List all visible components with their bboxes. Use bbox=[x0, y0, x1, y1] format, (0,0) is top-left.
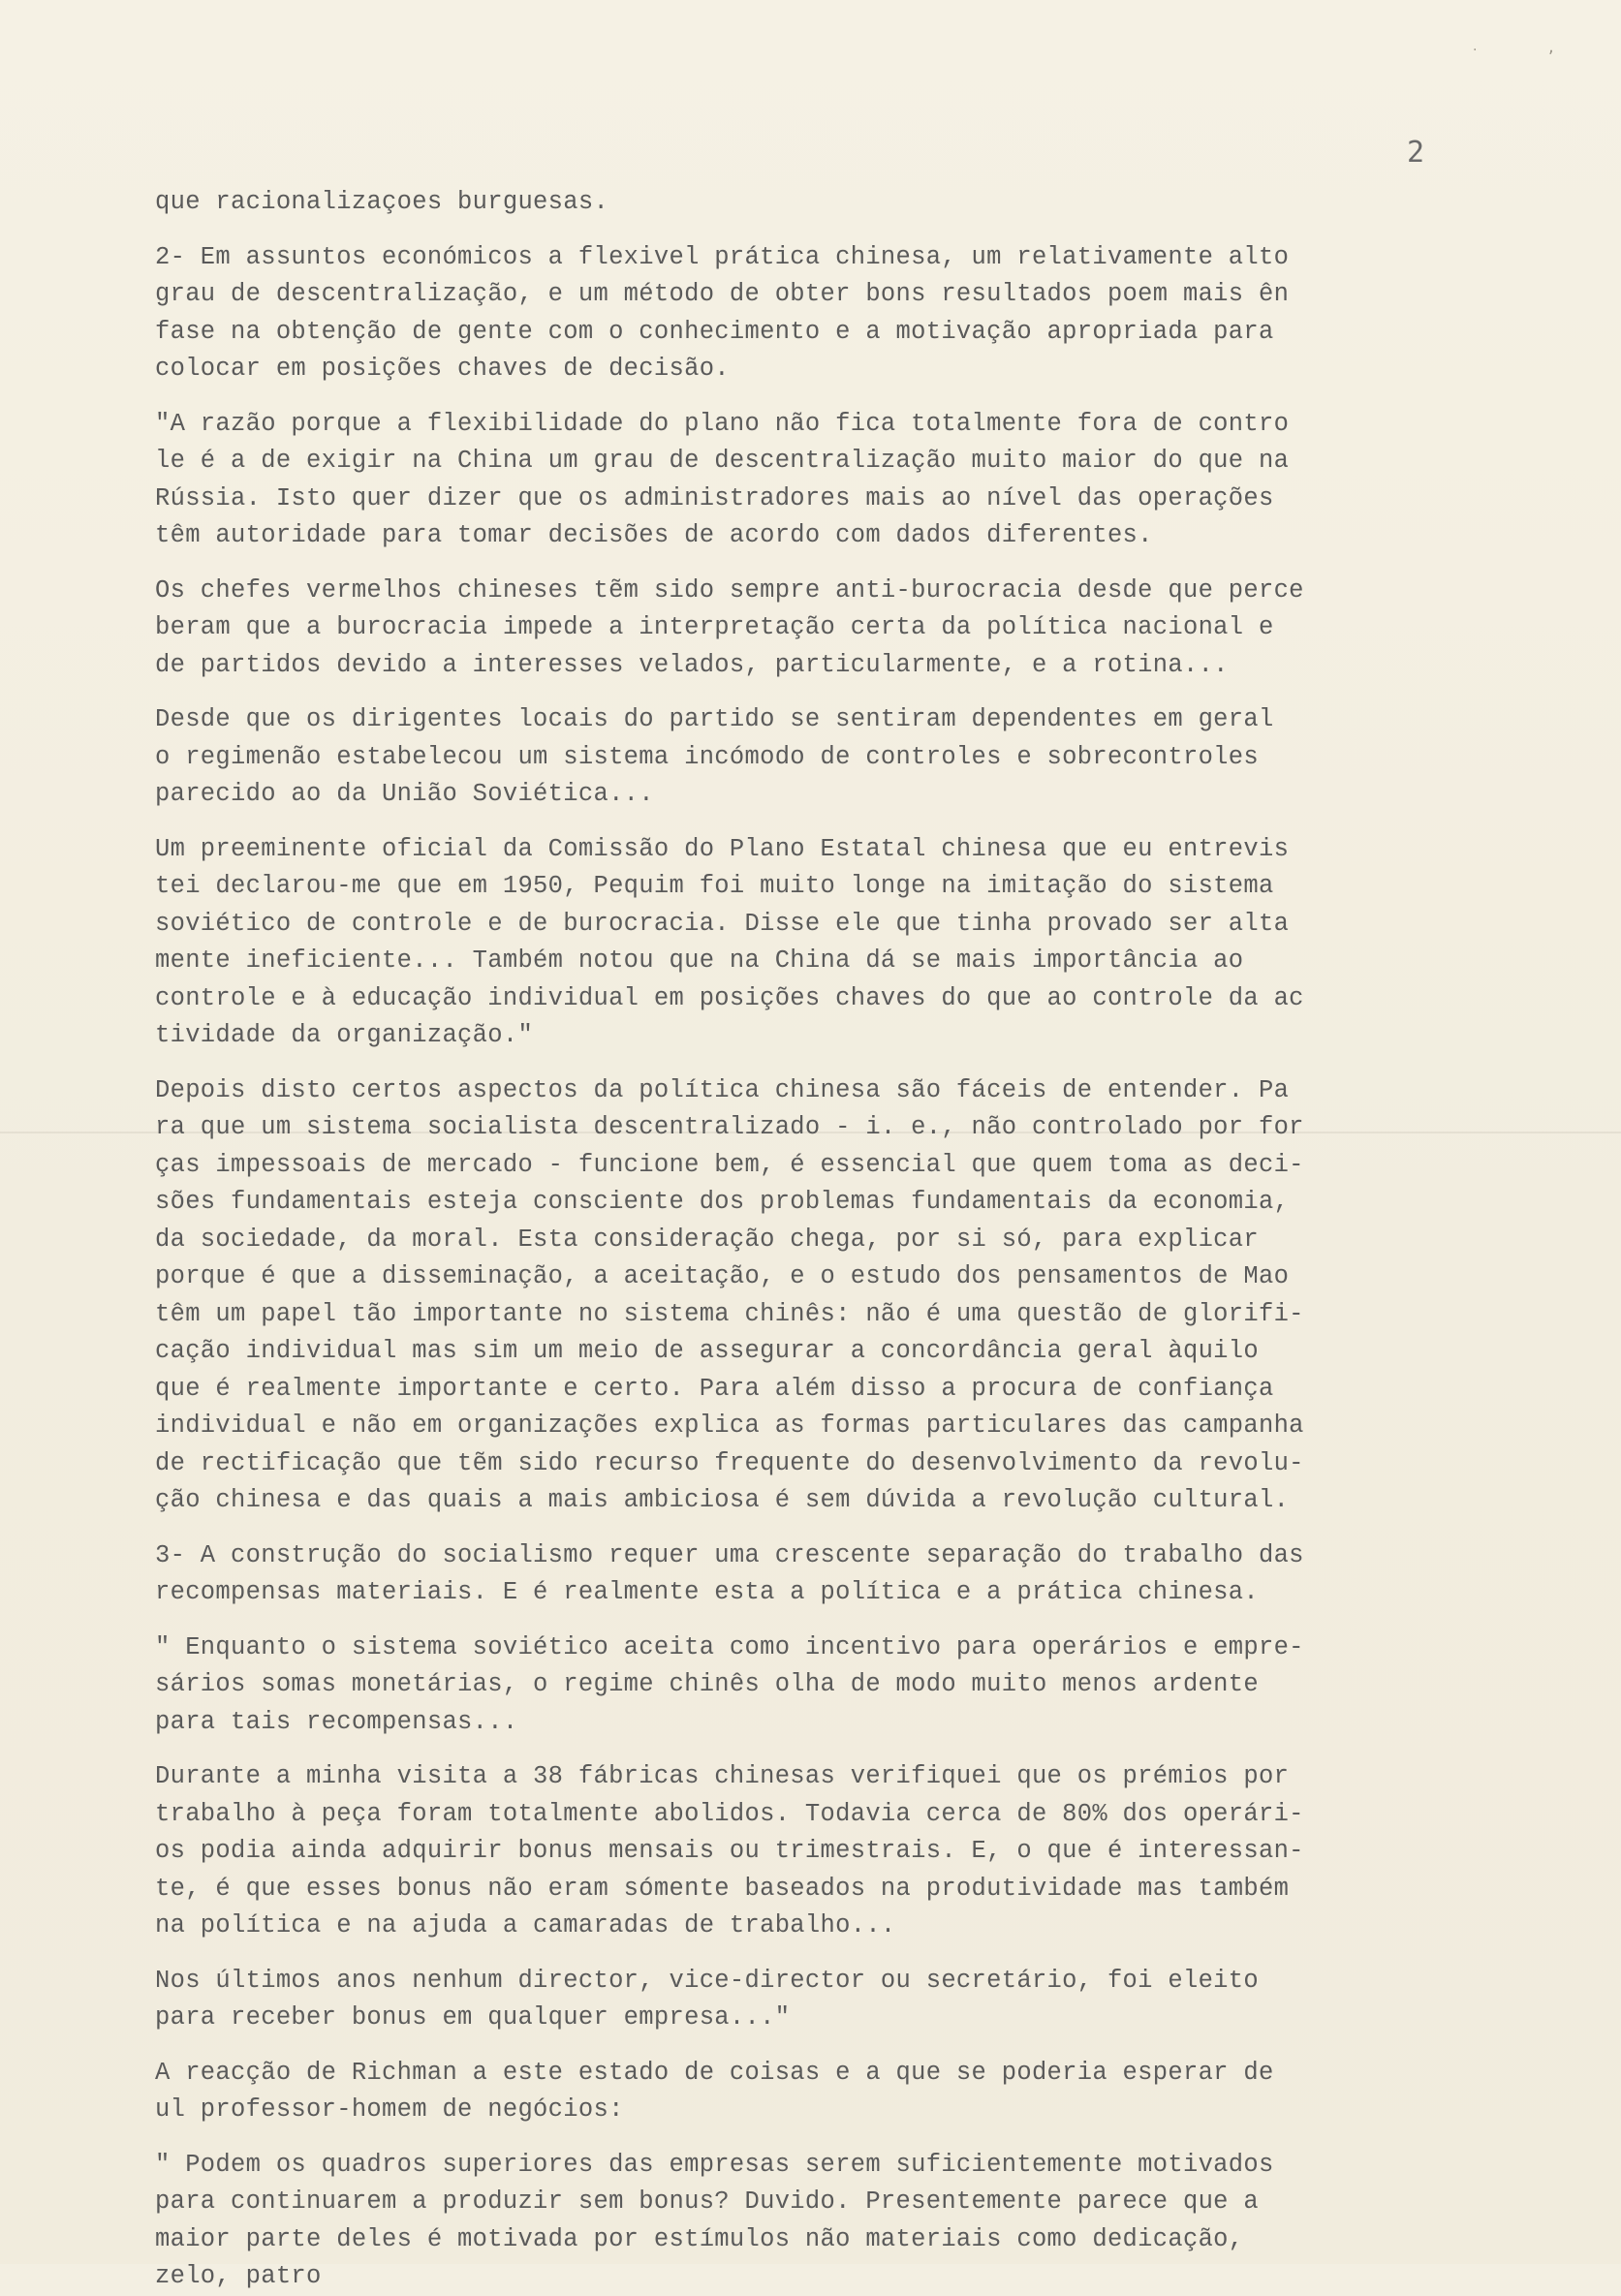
text-line: para tais recompensas... bbox=[155, 1707, 518, 1736]
paper-speck: · bbox=[1473, 43, 1478, 58]
text-line: trabalho à peça foram totalmente abolidos. Todavia cerca de 80% dos operári- bbox=[155, 1799, 1304, 1828]
typed-body-text bbox=[155, 184, 1453, 2296]
paragraph-gap bbox=[155, 684, 1453, 701]
text-line: para continuarem a produzir sem bonus? Duvido. Presentemente parece que a bbox=[155, 2187, 1259, 2216]
text-line: A reacção de Richman a este estado de coisas e a que se poderia esperar de bbox=[155, 2058, 1274, 2087]
paragraph bbox=[155, 831, 1453, 1055]
text-line: colocar em posições chaves de decisão. bbox=[155, 355, 730, 383]
text-line: para receber bonus em qualquer empresa..." bbox=[155, 2003, 791, 2032]
text-line: têm autoridade para tomar decisões de acordo com dados diferentes. bbox=[155, 521, 1153, 549]
text-line: zelo, patro bbox=[155, 2262, 322, 2290]
paragraph bbox=[155, 1072, 1453, 1520]
paragraph bbox=[155, 573, 1453, 685]
text-line: mente ineficiente... Também notou que na China dá se mais importância ao bbox=[155, 946, 1244, 975]
paragraph-gap bbox=[155, 1741, 1453, 1758]
paragraph bbox=[155, 184, 1453, 222]
text-line: Um preeminente oficial da Comissão do Plano Estatal chinesa que eu entrevis bbox=[155, 834, 1290, 863]
paragraph bbox=[155, 701, 1453, 814]
text-line: que racionalizaçoes burguesas. bbox=[155, 188, 609, 216]
text-line: porque é que a disseminação, a aceitação, e o estudo dos pensamentos de Mao bbox=[155, 1262, 1290, 1290]
text-line: individual e não em organizações explica as formas particulares das campanha bbox=[155, 1412, 1304, 1440]
text-line: 2- Em assuntos económicos a flexivel prática chinesa, um relativamente alto bbox=[155, 242, 1290, 271]
paragraph bbox=[155, 1963, 1453, 2037]
paragraph bbox=[155, 2147, 1453, 2296]
text-line: ul professor-homem de negócios: bbox=[155, 2095, 624, 2124]
text-line: que é realmente importante e certo. Para além disso a procura de confiança bbox=[155, 1374, 1274, 1403]
text-line: soviético de controle e de burocracia. Disse ele que tinha provado ser alta bbox=[155, 909, 1290, 938]
paragraph-gap bbox=[155, 814, 1453, 831]
paragraph-gap bbox=[155, 388, 1453, 406]
text-line: Rússia. Isto quer dizer que os administradores mais ao nível das operações bbox=[155, 483, 1274, 512]
text-line: sários somas monetárias, o regime chinês olha de modo muito menos ardente bbox=[155, 1670, 1259, 1698]
paragraph-gap bbox=[155, 1055, 1453, 1072]
text-line: na política e na ajuda a camaradas de trabalho... bbox=[155, 1911, 896, 1939]
paragraph bbox=[155, 1629, 1453, 1742]
text-line: te, é que esses bonus não eram sómente baseados na produtividade mas também bbox=[155, 1874, 1290, 1903]
paragraph bbox=[155, 406, 1453, 555]
text-line: tividade da organização." bbox=[155, 1021, 534, 1049]
text-line: Os chefes vermelhos chineses tẽm sido sempre anti-burocracia desde que perce bbox=[155, 575, 1304, 605]
text-line: fase na obtenção de gente com o conhecimento e a motivação apropriada para bbox=[155, 317, 1274, 346]
paragraph-gap bbox=[155, 1612, 1453, 1629]
text-line: de partidos devido a interesses velados, particularmente, e a rotina... bbox=[155, 650, 1229, 679]
text-line: os podia ainda adquirir bonus mensais ou trimestrais. E, o que é interessan- bbox=[155, 1837, 1304, 1865]
text-line: ção chinesa e das quais a mais ambiciosa é sem dúvida a revolução cultural. bbox=[155, 1486, 1290, 1514]
text-line: ças impessoais de mercado - funcione bem, é essencial que quem toma as deci- bbox=[155, 1150, 1304, 1179]
paragraph-gap bbox=[155, 222, 1453, 239]
text-line: beram que a burocracia impede a interpretação certa da política nacional e bbox=[155, 613, 1274, 641]
text-line: "A razão porque a flexibilidade do plano não fica totalmente fora de contro bbox=[155, 409, 1290, 438]
text-line: recompensas materiais. E é realmente esta a política e a prática chinesa. bbox=[155, 1578, 1259, 1606]
text-line: o regimenão estabelecou um sistema incómodo de controles e sobrecontroles bbox=[155, 742, 1259, 771]
text-line: cação individual mas sim um meio de assegurar a concordância geral àquilo bbox=[155, 1337, 1259, 1365]
text-line: le é a de exigir na China um grau de descentralização muito maior do que na bbox=[155, 447, 1290, 475]
text-line: Depois disto certos aspectos da política chinesa são fáceis de entender. Pa bbox=[155, 1075, 1290, 1104]
paragraph-gap bbox=[155, 1945, 1453, 1963]
paragraph-gap bbox=[155, 555, 1453, 573]
text-line: grau de descentralização, e um método de obter bons resultados poem mais ên bbox=[155, 280, 1290, 308]
text-line: controle e à educação individual em posições chaves do que ao controle da ac bbox=[155, 983, 1304, 1012]
paper-speck: , bbox=[1548, 37, 1554, 57]
paragraph bbox=[155, 1758, 1453, 1945]
page-number: 2 bbox=[1407, 136, 1425, 170]
paragraph-gap bbox=[155, 1520, 1453, 1537]
text-line: tei declarou-me que em 1950, Pequim foi muito longe na imitação do sistema bbox=[155, 872, 1274, 900]
text-line: de rectificação que tẽm sido recurso frequente do desenvolvimento da revolu- bbox=[155, 1448, 1304, 1477]
text-line: 3- A construção do socialismo requer uma crescente separação do trabalho das bbox=[155, 1540, 1304, 1569]
paragraph-gap bbox=[155, 2129, 1453, 2147]
paragraph bbox=[155, 239, 1453, 388]
text-line: maior parte deles é motivada por estímulos não materiais como dedicação, bbox=[155, 2224, 1244, 2253]
paragraph-gap bbox=[155, 2037, 1453, 2055]
text-line: sões fundamentais esteja consciente dos problemas fundamentais da economia, bbox=[155, 1188, 1290, 1216]
text-line: ra que um sistema socialista descentralizado - i. e., não controlado por for bbox=[155, 1113, 1304, 1141]
text-line: da sociedade, da moral. Esta consideração chega, por si só, para explicar bbox=[155, 1225, 1259, 1254]
text-line: têm um papel tão importante no sistema chinês: não é uma questão de glorifi- bbox=[155, 1299, 1304, 1328]
text-line: " Podem os quadros superiores das empresas serem suficientemente motivados bbox=[155, 2150, 1274, 2179]
text-line: Nos últimos anos nenhum director, vice-director ou secretário, foi eleito bbox=[155, 1966, 1259, 1995]
text-line: " Enquanto o sistema soviético aceita como incentivo para operários e empre- bbox=[155, 1632, 1304, 1661]
text-line: Desde que os dirigentes locais do partido se sentiram dependentes em geral bbox=[155, 705, 1274, 733]
text-line: Durante a minha visita a 38 fábricas chinesas verifiquei que os prémios por bbox=[155, 1762, 1290, 1790]
text-line: parecido ao da União Soviética... bbox=[155, 780, 654, 808]
paragraph bbox=[155, 1537, 1453, 1612]
paragraph bbox=[155, 2055, 1453, 2129]
